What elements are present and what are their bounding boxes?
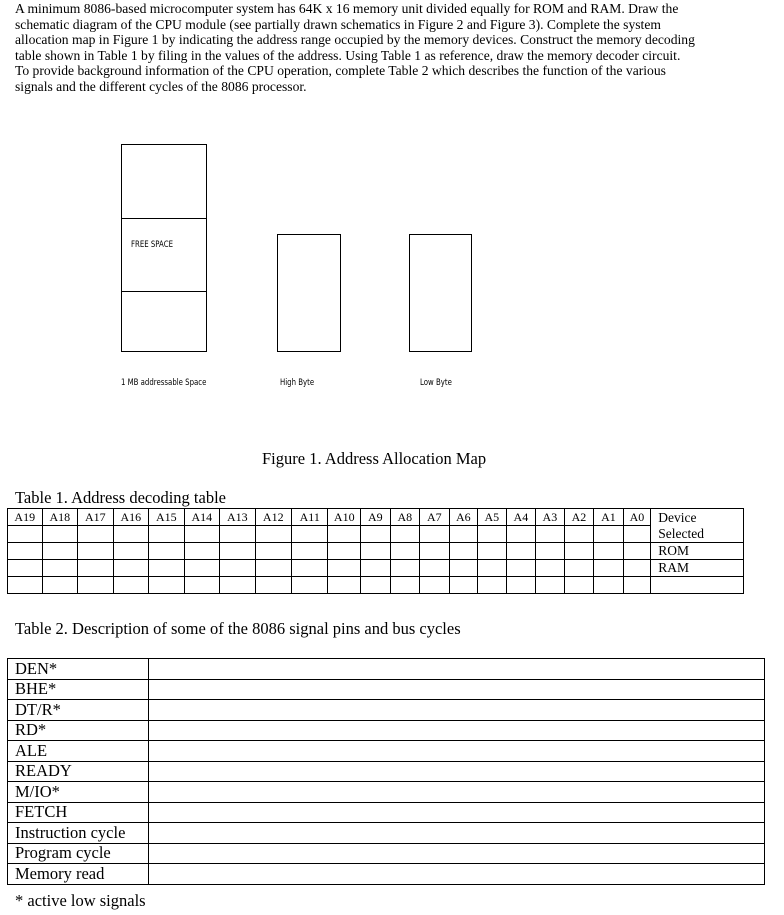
device-cell: RAM — [651, 560, 744, 577]
table-row — [8, 761, 765, 782]
mb-space-label: 1 MB addressable Space — [121, 378, 207, 388]
signal-name: FETCH — [8, 802, 149, 823]
intro-line: table shown in Table 1 by filing in the values of the address. Using Table 1 as reference, draw the memory decoder circuit. — [15, 47, 681, 63]
figure-1-caption: Figure 1. Address Allocation Map — [262, 449, 487, 468]
signal-name: Memory read — [8, 864, 149, 885]
table-row — [8, 526, 744, 543]
signal-description-table — [7, 658, 765, 885]
signal-name: DT/R* — [8, 700, 149, 721]
description-cell — [149, 802, 765, 823]
signal-name: M/IO* — [8, 782, 149, 803]
table-row — [8, 864, 765, 885]
address-header: A13 — [220, 509, 256, 526]
description-cell — [149, 679, 765, 700]
address-header: A18 — [42, 509, 78, 526]
intro-line: To provide background information of the CPU operation, complete Table 2 which describes the function of the various — [15, 63, 666, 78]
signal-name: DEN* — [8, 659, 149, 680]
description-cell — [149, 720, 765, 741]
address-header: A15 — [149, 509, 185, 526]
address-header: A11 — [292, 509, 328, 526]
address-header: A2 — [564, 509, 594, 526]
table-row — [8, 843, 765, 864]
table-row — [8, 543, 744, 560]
device-cell — [651, 577, 744, 594]
address-header: A16 — [113, 509, 149, 526]
address-header: A5 — [478, 509, 507, 526]
description-cell — [149, 761, 765, 782]
high-byte-label: High Byte — [280, 378, 315, 388]
active-low-footnote: * active low signals — [15, 891, 146, 910]
description-cell — [149, 782, 765, 803]
address-header: A17 — [78, 509, 114, 526]
table-row — [8, 823, 765, 844]
table-row — [8, 700, 765, 721]
description-cell — [149, 823, 765, 844]
signal-name: BHE* — [8, 679, 149, 700]
description-cell — [149, 659, 765, 680]
table-1-caption: Table 1. Address decoding table — [15, 488, 226, 507]
low-byte-label: Low Byte — [420, 378, 452, 388]
memory-map-divider-top — [121, 218, 207, 219]
signal-name: RD* — [8, 720, 149, 741]
description-cell — [149, 741, 765, 762]
table-row — [8, 720, 765, 741]
address-header: A12 — [255, 509, 291, 526]
table-row — [8, 679, 765, 700]
address-header: A3 — [536, 509, 565, 526]
table-row — [8, 782, 765, 803]
address-header: A7 — [420, 509, 450, 526]
table-row — [8, 560, 744, 577]
low-byte-box — [409, 234, 472, 352]
free-space-label: FREE SPACE — [131, 240, 173, 250]
address-header: A8 — [390, 509, 420, 526]
table-row — [8, 577, 744, 594]
signal-name: ALE — [8, 741, 149, 762]
signal-name: READY — [8, 761, 149, 782]
intro-paragraph — [15, 1, 775, 94]
address-header: A0 — [623, 509, 651, 526]
high-byte-box — [277, 234, 341, 352]
table-row — [8, 659, 765, 680]
table-2-caption: Table 2. Description of some of the 8086 signal pins and bus cycles — [15, 619, 461, 638]
table-header-row — [8, 509, 744, 526]
address-header: A4 — [506, 509, 536, 526]
device-selected-header: Device Selected — [651, 509, 744, 543]
intro-line: schematic diagram of the CPU module (see partially drawn schematics in Figure 2 and Figure 3). Complete the system — [15, 16, 661, 32]
description-cell — [149, 843, 765, 864]
address-header: A1 — [594, 509, 624, 526]
address-header: A19 — [8, 509, 43, 526]
address-header: A14 — [184, 509, 220, 526]
description-cell — [149, 864, 765, 885]
address-header: A10 — [328, 509, 361, 526]
table-row — [8, 741, 765, 762]
intro-line: A minimum 8086-based microcomputer system has 64K x 16 memory unit divided equally for ROM and RAM. Draw the — [15, 1, 679, 16]
address-header: A6 — [449, 509, 478, 526]
address-decoding-table — [7, 508, 744, 594]
memory-map-divider-bottom — [121, 291, 207, 292]
signal-name: Program cycle — [8, 843, 149, 864]
signal-name: Instruction cycle — [8, 823, 149, 844]
intro-line: signals and the different cycles of the 8086 processor. — [15, 78, 307, 94]
address-header: A9 — [361, 509, 391, 526]
intro-line: allocation map in Figure 1 by indicating the address range occupied by the memory devices. Construct the memory decoding — [15, 32, 695, 47]
table-row — [8, 802, 765, 823]
device-cell: ROM — [651, 543, 744, 560]
description-cell — [149, 700, 765, 721]
